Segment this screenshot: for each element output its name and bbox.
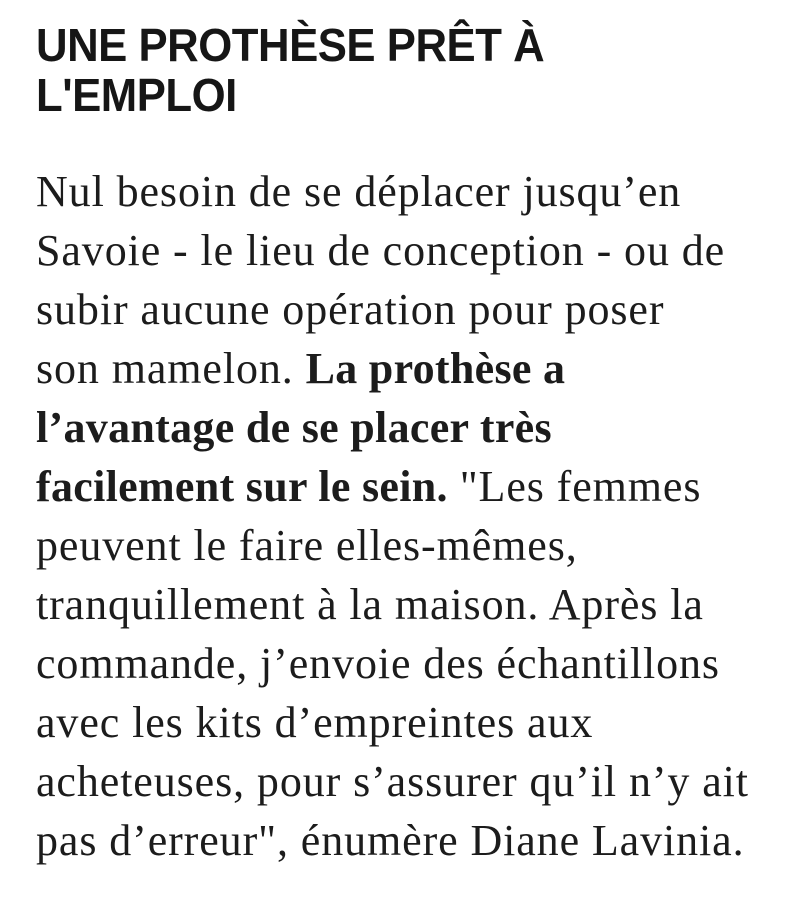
text-segment: UNE PROTHÈSE PRÊT À <box>36 19 545 71</box>
bold-text-segment: l’avantage de se placer très <box>36 403 552 452</box>
text-segment: Savoie - le lieu de conception - ou de <box>36 226 726 275</box>
text-segment: tranquillement à la maison. Après la <box>36 580 704 629</box>
paragraph-line <box>36 162 775 221</box>
paragraph-line <box>36 693 775 752</box>
text-segment: acheteuses, pour s’assurer qu’il n’y ait <box>36 757 749 806</box>
heading-line <box>36 20 738 70</box>
bold-text-segment: La prothèse a <box>305 344 566 393</box>
paragraph-line <box>36 634 775 693</box>
text-segment: Nul besoin de se déplacer jusqu’en <box>36 167 682 216</box>
paragraph-line <box>36 752 775 811</box>
text-segment: subir aucune opération pour poser <box>36 285 665 334</box>
paragraph-line <box>36 221 775 280</box>
paragraph-line <box>36 339 775 398</box>
text-segment: commande, j’envoie des échantillons <box>36 639 720 688</box>
paragraph-line <box>36 398 775 457</box>
text-segment: L'EMPLOI <box>36 69 237 121</box>
article-heading <box>36 20 738 120</box>
paragraph-line <box>36 280 775 339</box>
text-segment: "Les femmes <box>447 462 702 511</box>
heading-line <box>36 70 738 120</box>
article-paragraph <box>36 162 775 870</box>
text-segment: pas d’erreur", énumère Diane Lavinia. <box>36 816 745 865</box>
text-segment: avec les kits d’empreintes aux <box>36 698 594 747</box>
bold-text-segment: facilement sur le sein. <box>36 462 448 511</box>
paragraph-line <box>36 575 775 634</box>
paragraph-line <box>36 516 775 575</box>
text-segment: peuvent le faire elles-mêmes, <box>36 521 578 570</box>
text-segment: son mamelon. <box>36 344 306 393</box>
paragraph-line <box>36 811 775 870</box>
paragraph-line <box>36 457 775 516</box>
